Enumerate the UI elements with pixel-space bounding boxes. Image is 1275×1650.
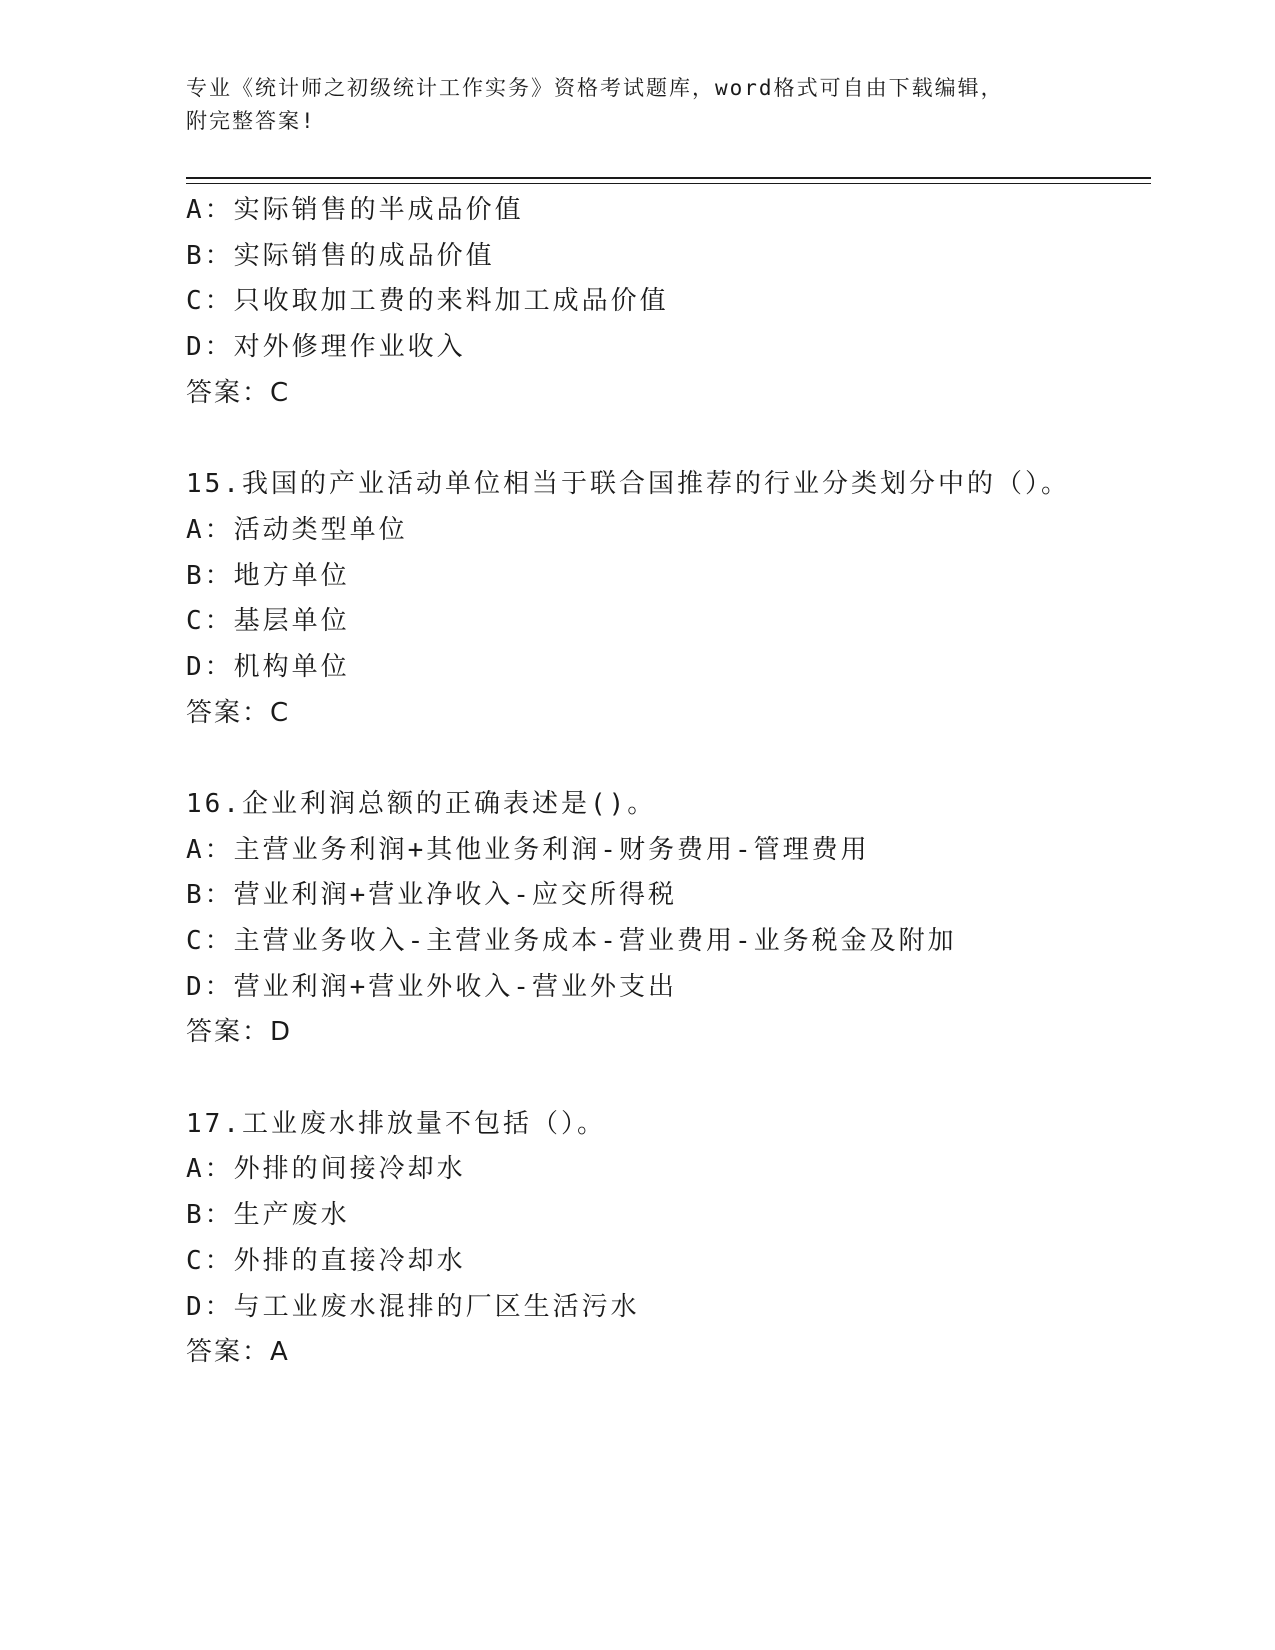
option-a: A：实际销售的半成品价值 <box>186 195 524 225</box>
option-d: D：与工业废水混排的厂区生活污水 <box>186 1291 640 1322</box>
question-stem: 15.我国的产业活动单位相当于联合国推荐的行业分类划分中的（）。 <box>186 469 1070 500</box>
option-a: A：外排的间接冷却水 <box>186 1154 466 1185</box>
question-gap <box>186 736 1151 782</box>
answer-line: 答案：D <box>186 1017 293 1048</box>
question-gap <box>186 1056 1151 1102</box>
question-stem: 16.企业利润总额的正确表述是()。 <box>186 788 657 819</box>
header-divider-thick <box>186 177 1151 179</box>
answer-line: 答案：C <box>186 377 291 408</box>
option-b: B：营业利润+营业净收入-应交所得税 <box>186 880 677 911</box>
question-15 <box>186 462 1151 736</box>
option-a: A：活动类型单位 <box>186 514 408 545</box>
option-b: B：生产废水 <box>186 1200 350 1231</box>
option-c: C：外排的直接冷却水 <box>186 1245 466 1276</box>
header-line-2: 附完整答案! <box>186 109 316 133</box>
option-a: A：主营业务利润+其他业务利润-财务费用-管理费用 <box>186 834 870 865</box>
option-b: B：地方单位 <box>186 560 350 591</box>
question-list <box>186 188 1151 1376</box>
header-line-1: 专业《统计师之初级统计工作实务》资格考试题库，word格式可自由下载编辑， <box>186 76 1004 100</box>
option-c: C：只收取加工费的来料加工成品价值 <box>186 286 669 317</box>
option-c: C：主营业务收入-主营业务成本-营业费用-业务税金及附加 <box>186 926 957 956</box>
option-d: D：营业利润+营业外收入-营业外支出 <box>186 971 677 1002</box>
question-gap <box>186 416 1151 462</box>
option-c: C：基层单位 <box>186 606 350 637</box>
question-14 <box>186 188 1151 416</box>
question-stem: 17.工业废水排放量不包括（）。 <box>186 1108 606 1139</box>
option-b: B：实际销售的成品价值 <box>186 240 495 271</box>
option-d: D：机构单位 <box>186 651 350 682</box>
header-divider-thin <box>186 183 1151 184</box>
document-header-note <box>186 72 1086 138</box>
answer-line: 答案：C <box>186 697 291 728</box>
answer-line: 答案：A <box>186 1337 290 1368</box>
option-d: D：对外修理作业收入 <box>186 332 466 363</box>
question-16 <box>186 782 1151 1056</box>
question-17 <box>186 1102 1151 1376</box>
